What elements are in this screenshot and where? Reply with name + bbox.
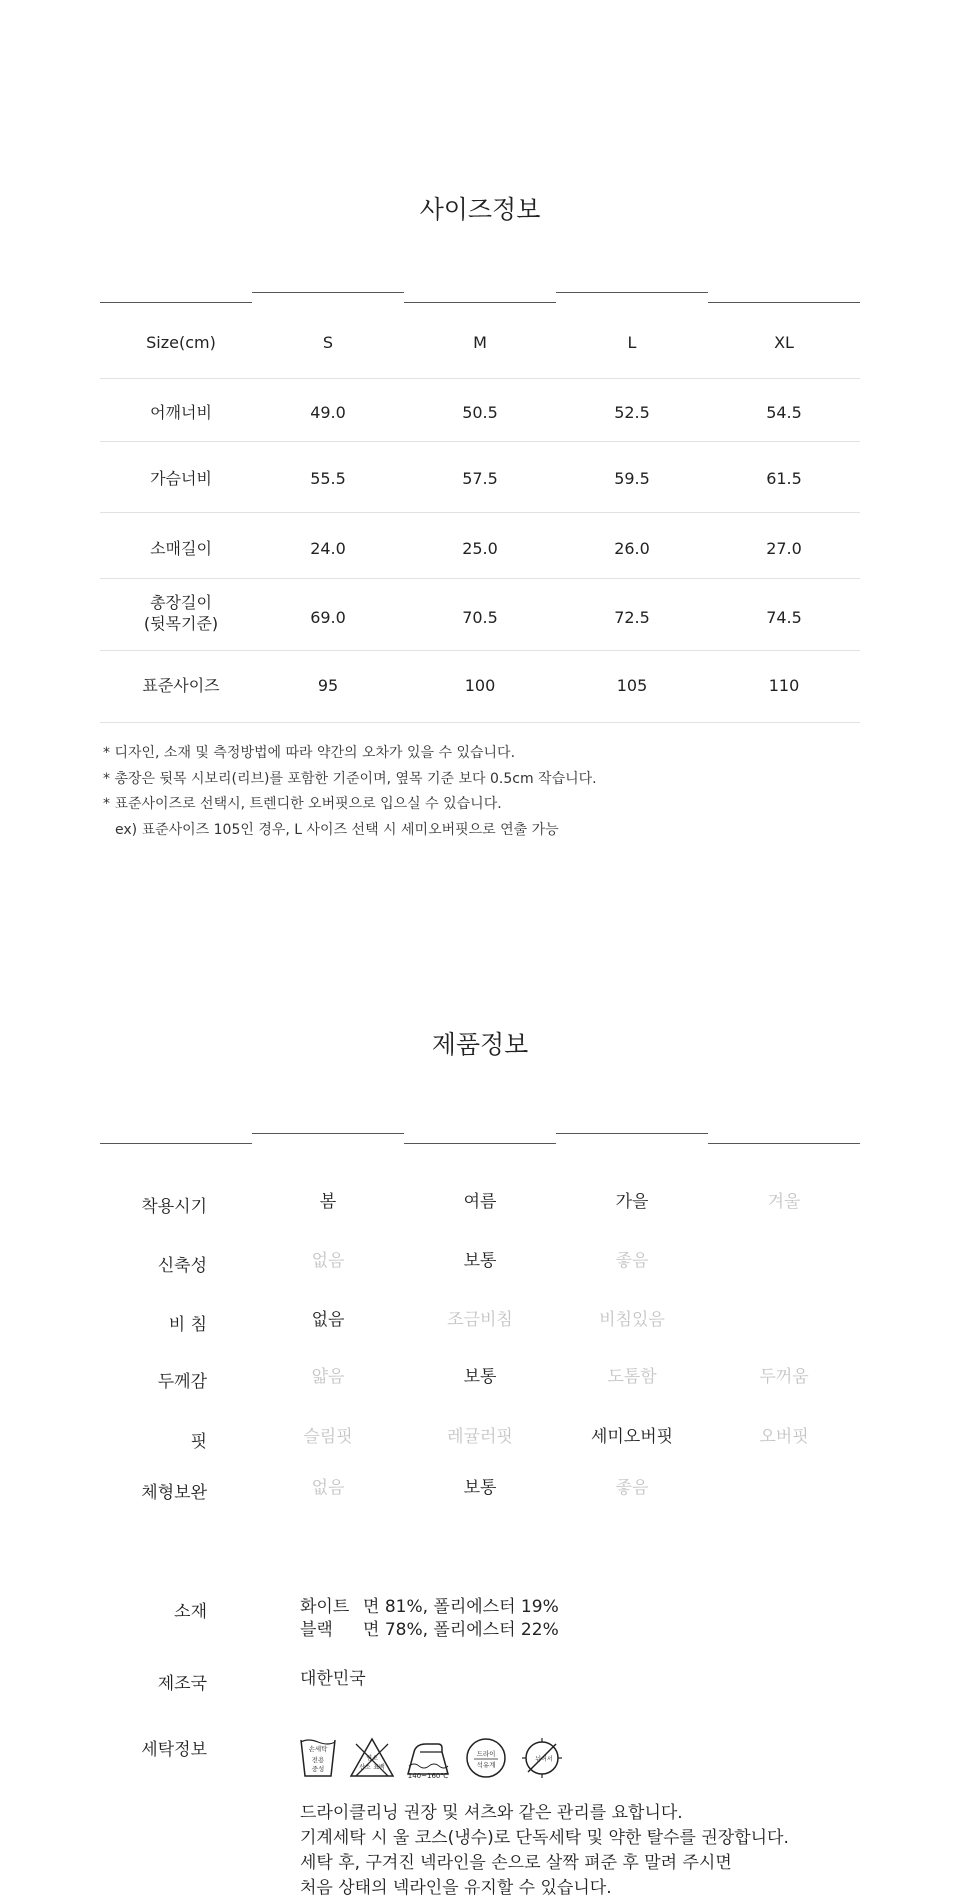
origin-value: 대한민국 bbox=[300, 1669, 366, 1689]
attribute-option: 보통 bbox=[463, 1251, 497, 1271]
size-cell: 52.5 bbox=[614, 403, 650, 422]
attribute-option: 겨울 bbox=[767, 1192, 801, 1212]
size-cell: 54.5 bbox=[766, 403, 802, 422]
attribute-option: 여름 bbox=[463, 1192, 497, 1212]
care-text-line: 드라이클리닝 권장 및 셔츠와 같은 관리를 요합니다. bbox=[300, 1803, 683, 1823]
size-header-s: S bbox=[322, 333, 334, 352]
attribute-option: 오버핏 bbox=[759, 1427, 809, 1447]
care-icon-text: 산소 bbox=[359, 1764, 371, 1771]
care-icon-text: 140~160℃ bbox=[407, 1772, 449, 1780]
attribute-label: 착용시기 bbox=[141, 1197, 207, 1217]
care-icon-text: 표백 bbox=[373, 1764, 385, 1771]
size-cell: 50.5 bbox=[462, 403, 498, 422]
size-cell: 49.0 bbox=[310, 403, 346, 422]
attribute-option: 도톰함 bbox=[607, 1367, 657, 1387]
attribute-option: 없음 bbox=[311, 1310, 345, 1330]
material-content: 면 81%, 폴리에스터 19% bbox=[363, 1597, 559, 1617]
size-row-label: 총장길이 (뒷목기준) bbox=[143, 593, 219, 633]
size-header-xl: XL bbox=[774, 333, 794, 352]
size-note: ex) 표준사이즈 105인 경우, L 사이즈 선택 시 세미오버핏으로 연출 가능 bbox=[115, 822, 559, 838]
attribute-option: 좋음 bbox=[615, 1478, 649, 1498]
care-icon-text: 손세탁 bbox=[308, 1745, 328, 1753]
attribute-option: 비침있음 bbox=[599, 1310, 665, 1330]
attribute-option: 좋음 bbox=[615, 1251, 649, 1271]
size-note: * 총장은 뒷목 시보리(리브)를 포함한 기준이며, 옆목 기준 보다 0.5cm 작습니다. bbox=[103, 771, 597, 787]
size-row-label: 소매길이 bbox=[150, 539, 212, 558]
size-note: * 디자인, 소재 및 측정방법에 따라 약간의 오차가 있을 수 있습니다. bbox=[103, 745, 516, 761]
size-cell: 55.5 bbox=[310, 469, 346, 488]
attribute-option: 보통 bbox=[463, 1367, 497, 1387]
attribute-option: 없음 bbox=[311, 1478, 345, 1498]
size-header-l: L bbox=[627, 333, 637, 352]
attribute-label: 비 침 bbox=[168, 1315, 207, 1335]
size-cell: 24.0 bbox=[310, 539, 346, 558]
care-icon-text: 전용 bbox=[311, 1756, 325, 1764]
product-section-title: 제품정보 bbox=[431, 1030, 529, 1059]
size-cell: 57.5 bbox=[462, 469, 498, 488]
size-cell: 95 bbox=[317, 676, 339, 695]
attribute-option: 두꺼움 bbox=[759, 1367, 809, 1387]
size-cell: 27.0 bbox=[766, 539, 802, 558]
size-cell: 72.5 bbox=[614, 608, 650, 627]
material-color: 화이트 bbox=[300, 1597, 350, 1617]
attribute-option: 레귤러핏 bbox=[447, 1427, 513, 1447]
attribute-option: 조금비침 bbox=[447, 1310, 513, 1330]
attribute-option: 가을 bbox=[615, 1192, 649, 1212]
size-cell: 105 bbox=[616, 676, 648, 695]
attribute-label: 체형보완 bbox=[141, 1483, 207, 1503]
care-label: 세탁정보 bbox=[141, 1740, 207, 1760]
attribute-option: 세미오버핏 bbox=[590, 1427, 674, 1447]
hand-wash-icon bbox=[298, 1736, 338, 1780]
no-tumble-dry-icon bbox=[519, 1736, 565, 1780]
size-cell: 69.0 bbox=[310, 608, 346, 627]
size-row-label: 표준사이즈 bbox=[142, 676, 220, 695]
size-section-title: 사이즈정보 bbox=[419, 195, 541, 224]
size-row-label: 가슴너비 bbox=[150, 469, 212, 488]
care-text-line: 처음 상태의 넥라인을 유지할 수 있습니다. bbox=[300, 1878, 612, 1898]
iron-icon bbox=[404, 1734, 452, 1780]
care-icon-text: 염소 bbox=[366, 1755, 378, 1762]
attribute-option: 없음 bbox=[311, 1251, 345, 1271]
size-cell: 74.5 bbox=[766, 608, 802, 627]
size-cell: 59.5 bbox=[614, 469, 650, 488]
size-cell: 61.5 bbox=[766, 469, 802, 488]
size-header-m: M bbox=[473, 333, 487, 352]
attribute-label: 신축성 bbox=[157, 1256, 207, 1276]
attribute-option: 보통 bbox=[463, 1478, 497, 1498]
material-label: 소재 bbox=[174, 1602, 207, 1622]
care-icon-text: 드라이 bbox=[476, 1750, 496, 1758]
no-bleach-icon bbox=[348, 1736, 396, 1780]
attribute-option: 얇음 bbox=[311, 1367, 345, 1387]
size-cell: 25.0 bbox=[462, 539, 498, 558]
material-content: 면 78%, 폴리에스터 22% bbox=[363, 1620, 559, 1640]
size-header-label: Size(cm) bbox=[146, 333, 216, 352]
origin-label: 제조국 bbox=[157, 1674, 207, 1694]
care-text-line: 기계세탁 시 울 코스(냉수)로 단독세탁 및 약한 탈수를 권장합니다. bbox=[300, 1828, 789, 1848]
size-cell: 100 bbox=[464, 676, 496, 695]
care-icon-text: 중성 bbox=[311, 1765, 325, 1773]
care-icon-text: 뉘어서 bbox=[535, 1756, 553, 1763]
care-text-line: 세탁 후, 구겨진 넥라인을 손으로 살짝 펴준 후 말려 주시면 bbox=[300, 1853, 732, 1873]
size-note: * 표준사이즈로 선택시, 트렌디한 오버핏으로 입으실 수 있습니다. bbox=[103, 796, 502, 812]
size-cell: 70.5 bbox=[462, 608, 498, 627]
attribute-label: 두께감 bbox=[157, 1372, 207, 1392]
size-row-label: 어깨너비 bbox=[150, 403, 212, 422]
attribute-label: 핏 bbox=[190, 1432, 207, 1452]
attribute-option: 봄 bbox=[319, 1192, 337, 1212]
size-cell: 26.0 bbox=[614, 539, 650, 558]
size-cell: 110 bbox=[768, 676, 800, 695]
care-icon-text: 석유계 bbox=[476, 1761, 496, 1769]
dry-clean-icon bbox=[464, 1736, 508, 1780]
attribute-option: 슬림핏 bbox=[303, 1427, 353, 1447]
material-color: 블랙 bbox=[300, 1620, 333, 1640]
